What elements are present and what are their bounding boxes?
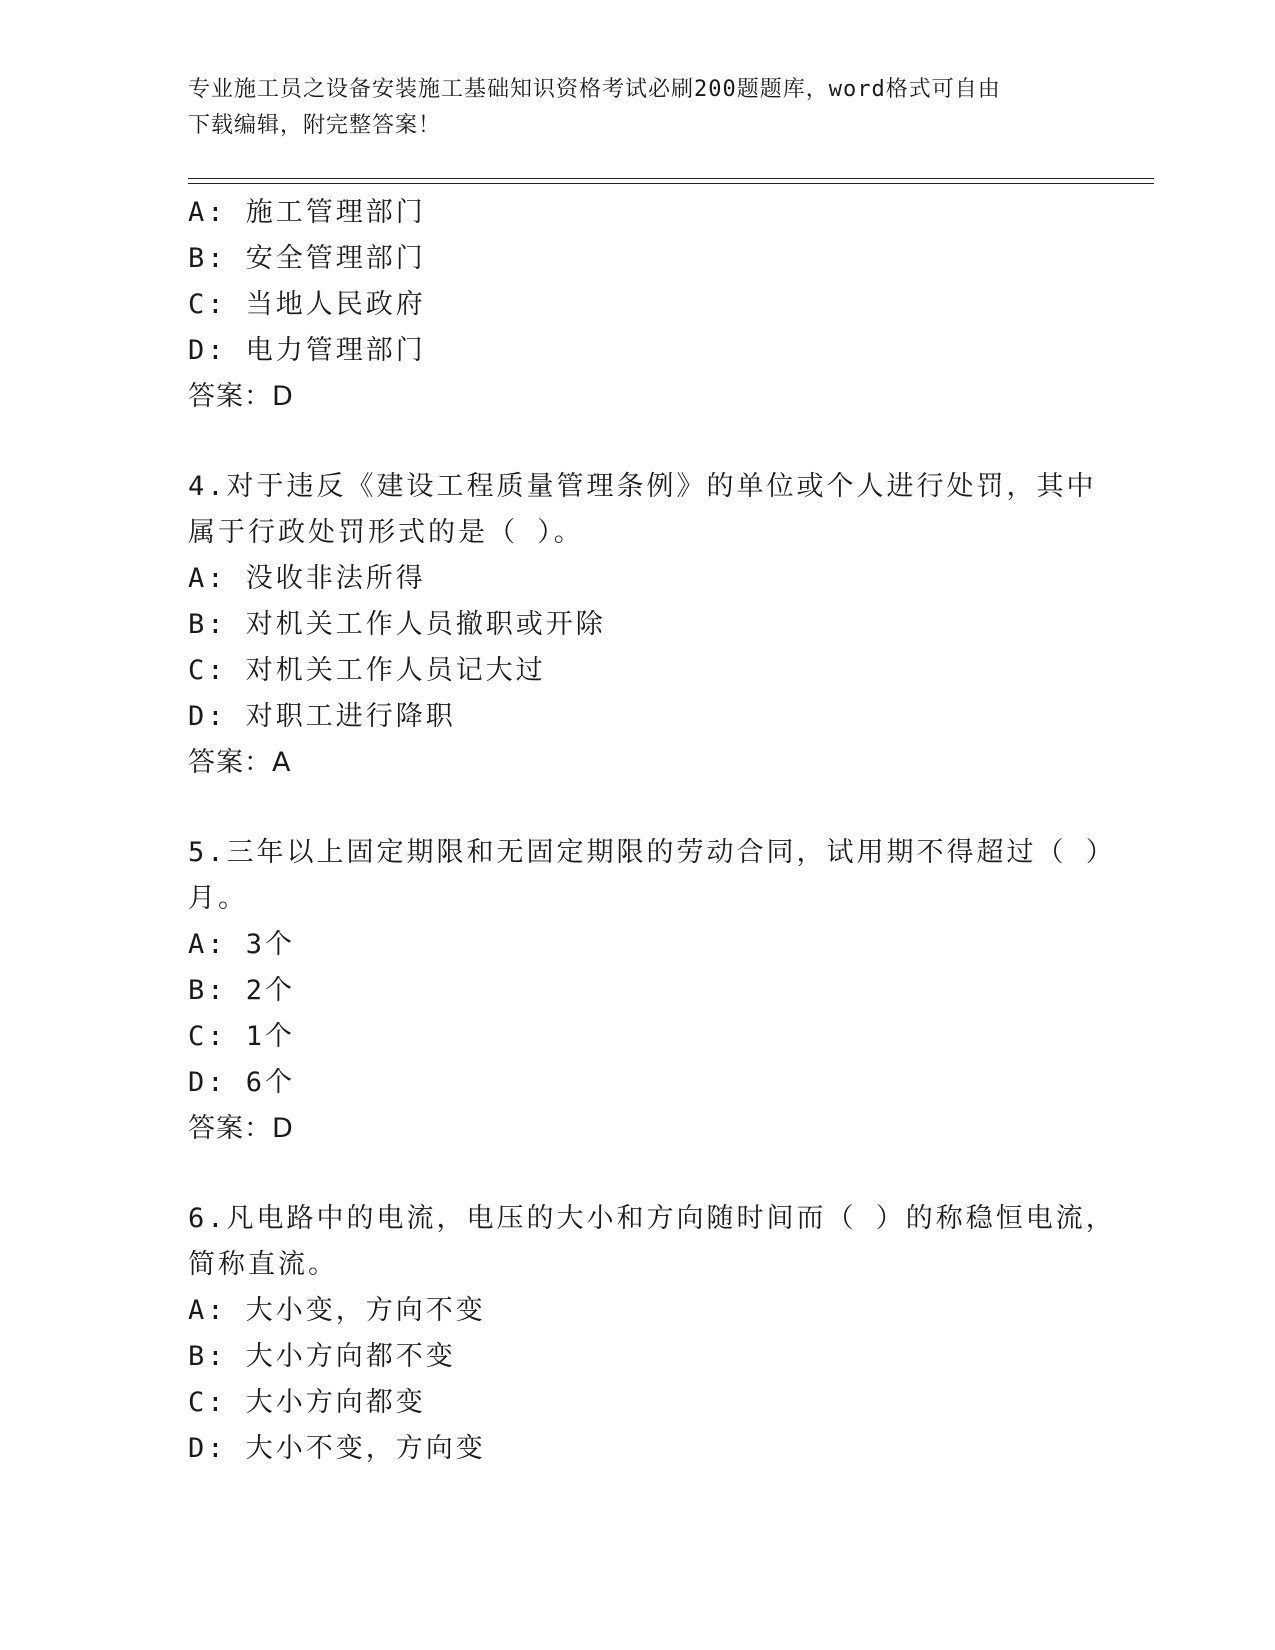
- header-divider-top: [188, 178, 1154, 179]
- header-line-2: 下载编辑，附完整答案！: [188, 113, 442, 138]
- answer: 答案：D: [188, 1113, 294, 1144]
- question-list: [188, 190, 1116, 1472]
- answer: 答案：D: [188, 381, 294, 412]
- option-d: D: 6个: [188, 1067, 296, 1098]
- option-c: C: 当地人民政府: [188, 289, 426, 320]
- option-b: B: 大小方向都不变: [188, 1341, 456, 1372]
- option-a: A: 3个: [188, 929, 296, 960]
- question-text-line-2: 属于行政处罚形式的是（ ）。: [188, 517, 584, 548]
- answer: 答案：A: [188, 747, 292, 778]
- header-line-1: 专业施工员之设备安装施工基础知识资格考试必刷200题题库，word格式可自由: [188, 77, 1001, 102]
- option-b: B: 2个: [188, 975, 296, 1006]
- header-divider-bottom: [188, 183, 1154, 184]
- option-d: D: 电力管理部门: [188, 335, 426, 366]
- question-6: [188, 1196, 1116, 1472]
- option-c: C: 1个: [188, 1021, 296, 1052]
- option-b: B: 对机关工作人员撤职或开除: [188, 609, 606, 640]
- question-text-line-1: 6.凡电路中的电流，电压的大小和方向随时间而（ ）的称稳恒电流，: [188, 1203, 1116, 1234]
- question-4: [188, 464, 1097, 786]
- option-d: D: 大小不变，方向变: [188, 1433, 486, 1464]
- option-b: B: 安全管理部门: [188, 243, 426, 274]
- option-a: A: 大小变，方向不变: [188, 1295, 486, 1326]
- option-a: A: 施工管理部门: [188, 197, 426, 228]
- question-3: [188, 190, 1088, 420]
- question-text-line-2: 简称直流。: [188, 1249, 338, 1280]
- question-text-line-2: 月。: [188, 883, 248, 914]
- document-header: [188, 72, 1088, 144]
- option-a: A: 没收非法所得: [188, 563, 426, 594]
- question-text-line-1: 5.三年以上固定期限和无固定期限的劳动合同，试用期不得超过（ ）: [188, 837, 1116, 868]
- option-d: D: 对职工进行降职: [188, 701, 456, 732]
- option-c: C: 大小方向都变: [188, 1387, 426, 1418]
- question-5: [188, 830, 1116, 1152]
- option-c: C: 对机关工作人员记大过: [188, 655, 546, 686]
- question-text-line-1: 4.对于违反《建设工程质量管理条例》的单位或个人进行处罚，其中: [188, 471, 1097, 502]
